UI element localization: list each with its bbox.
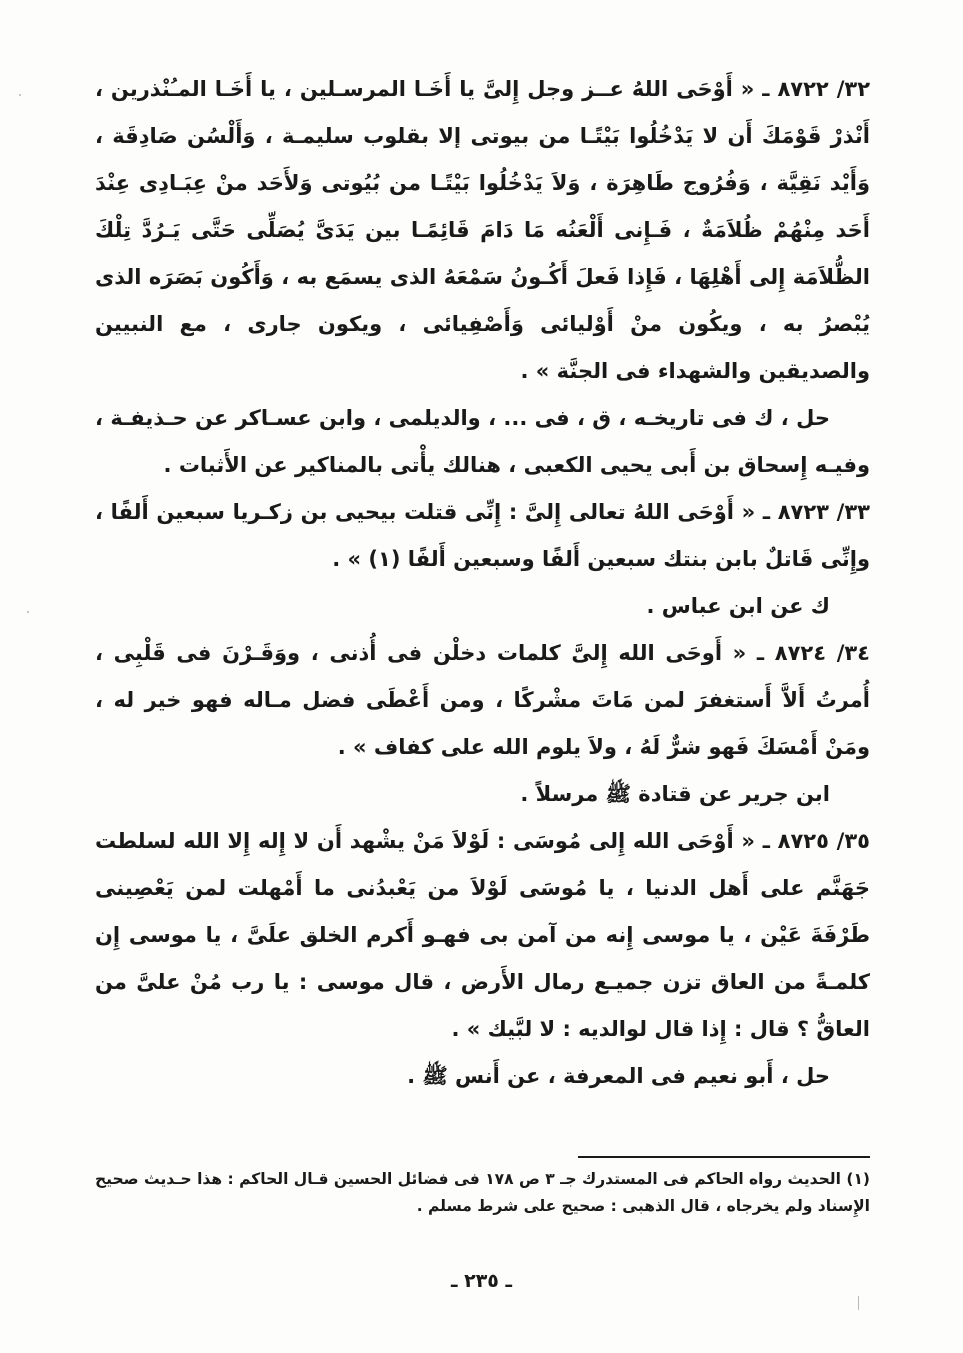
hadith-8724-source: ابن جرير عن قتادة ﷺ مرسلاً . bbox=[520, 782, 830, 806]
hadith-8723-source: ك عن ابن عباس . bbox=[646, 594, 830, 618]
hadith-8723: ٣٣/ ٨٧٢٣ ـ « أَوْحَى اللهُ تعالى إِلىَّ : إِنِّى قتلت بيحيى بن زكـريا سبعين أَلفًا ، وإِنِّى قَاتلٌ بابن بنتك سبعين أَلفًا وسبعين أَلفًا (١) » . bbox=[95, 500, 870, 571]
hadith-8722: ٣٢/ ٨٧٢٢ ـ « أَوْحَى اللهُ عــز وجل إِلىَّ يا أَخَـا المرسـلين ، يا أَخَـا المـُنْذرين ، أَنْذرْ قَوْمَكَ أَن لا يَدْخُلُوا بَيْتًـا من بيوتى إلا بقلوب سليمـة ، وَأَلْسُن صَادِقَة ، وَأَيْد نَقِيَّة ، وَفُرُوج طَاهِرَة ، وَلاَ يَدْخُلُوا بَيْتًـا من بُيُوتى وَلأَحَد منْ عِبَـادِى عِنْدَ أَحَد مِنْهُمْ ظُلاَمَةٌ ، فَـإِنى أَلْعَنُه مَا دَامَ قَائِمًـا بين يَدَىَّ يُصَلِّى حَتَّى يَـرُدَّ تِلْكَ الظُّلاَمَة إِلى أَهْلِهَا ، فَإِذا فَعلَ أَكُـونُ سَمْعَهُ الذى يسمَع به ، وَأَكُون بَصَرَه الذى يُبْصرُ به ، ويكُون منْ أَوْليائى وَأَصْفِيائى ، ويكون جارى ، مع النبيين والصديقين والشهداء فى الجنَّة » . bbox=[95, 77, 871, 383]
scan-speck bbox=[19, 94, 21, 96]
page-number: ـ ٢٣٥ ـ bbox=[450, 1270, 512, 1292]
hadith-8724: ٣٤/ ٨٧٢٤ ـ « أَوحَى الله إِلىَّ كلمات دخلْن فى أُذنى ، ووَقَـرْنَ فى قَلْبِى ، أُمرتُ أَلاَّ أَستغفرَ لمن مَاتَ مشْركًا ، ومن أَعْطَى فضل مـاله فهو خير له ، ومَنْ أَمْسَكَ فَهو شرٌّ لَهُ ، ولاَ يلوم الله على كفاف » . bbox=[95, 641, 870, 759]
hadith-8722-source: حل ، ك فى تاريخـه ، ق ، فى ... ، والديلمى ، وابن عسـاكر عن حـذيفـة ، وفيـه إِسحاق بن أَبى يحيى الكعبى ، هنالك يأْتى بالمناكير عن الأَثبات . bbox=[95, 406, 870, 477]
hadith-8725: ٣٥/ ٨٧٢٥ ـ « أَوْحَى الله إِلى مُوسَى : لَوْلاَ مَنْ يشْهد أَن لا إِله إِلا الله لسلطت جَهَنَّم على أَهل الدنيا ، يا مُوسَى لَوْلاَ من يَعْبدُنى ما أَمْهلت لمن يَعْصِينى طَرْفَةَ عَيْن ، يا موسى إِنه من آمن بى فهـو أَكرم الخلق علَىَّ ، يا موسى إِن كلمـةً من العاق تزن جميـع رمال الأَرض ، قال موسى : يا رب مُنْ علىَّ من العاقُّ ؟ قال : إِذا قال لوالديه : لا لبَّيك » . bbox=[95, 829, 870, 1041]
main-text bbox=[95, 66, 870, 1100]
hadith-8725-source: حل ، أَبو نعيم فى المعرفة ، عن أَنس ﷺ . bbox=[407, 1064, 830, 1088]
scan-speck bbox=[858, 1296, 859, 1310]
footnote-divider bbox=[578, 1156, 870, 1158]
scan-speck bbox=[27, 611, 29, 613]
footnote: (١) الحديث رواه الحاكم فى المستدرك جـ ٣ ص ١٧٨ فى فضائل الحسين قـال الحاكم : هذا حـديث صحيح الإِسناد ولم يخرجاه ، قال الذهبى : صحيح على شرط مسلم . bbox=[95, 1170, 870, 1215]
